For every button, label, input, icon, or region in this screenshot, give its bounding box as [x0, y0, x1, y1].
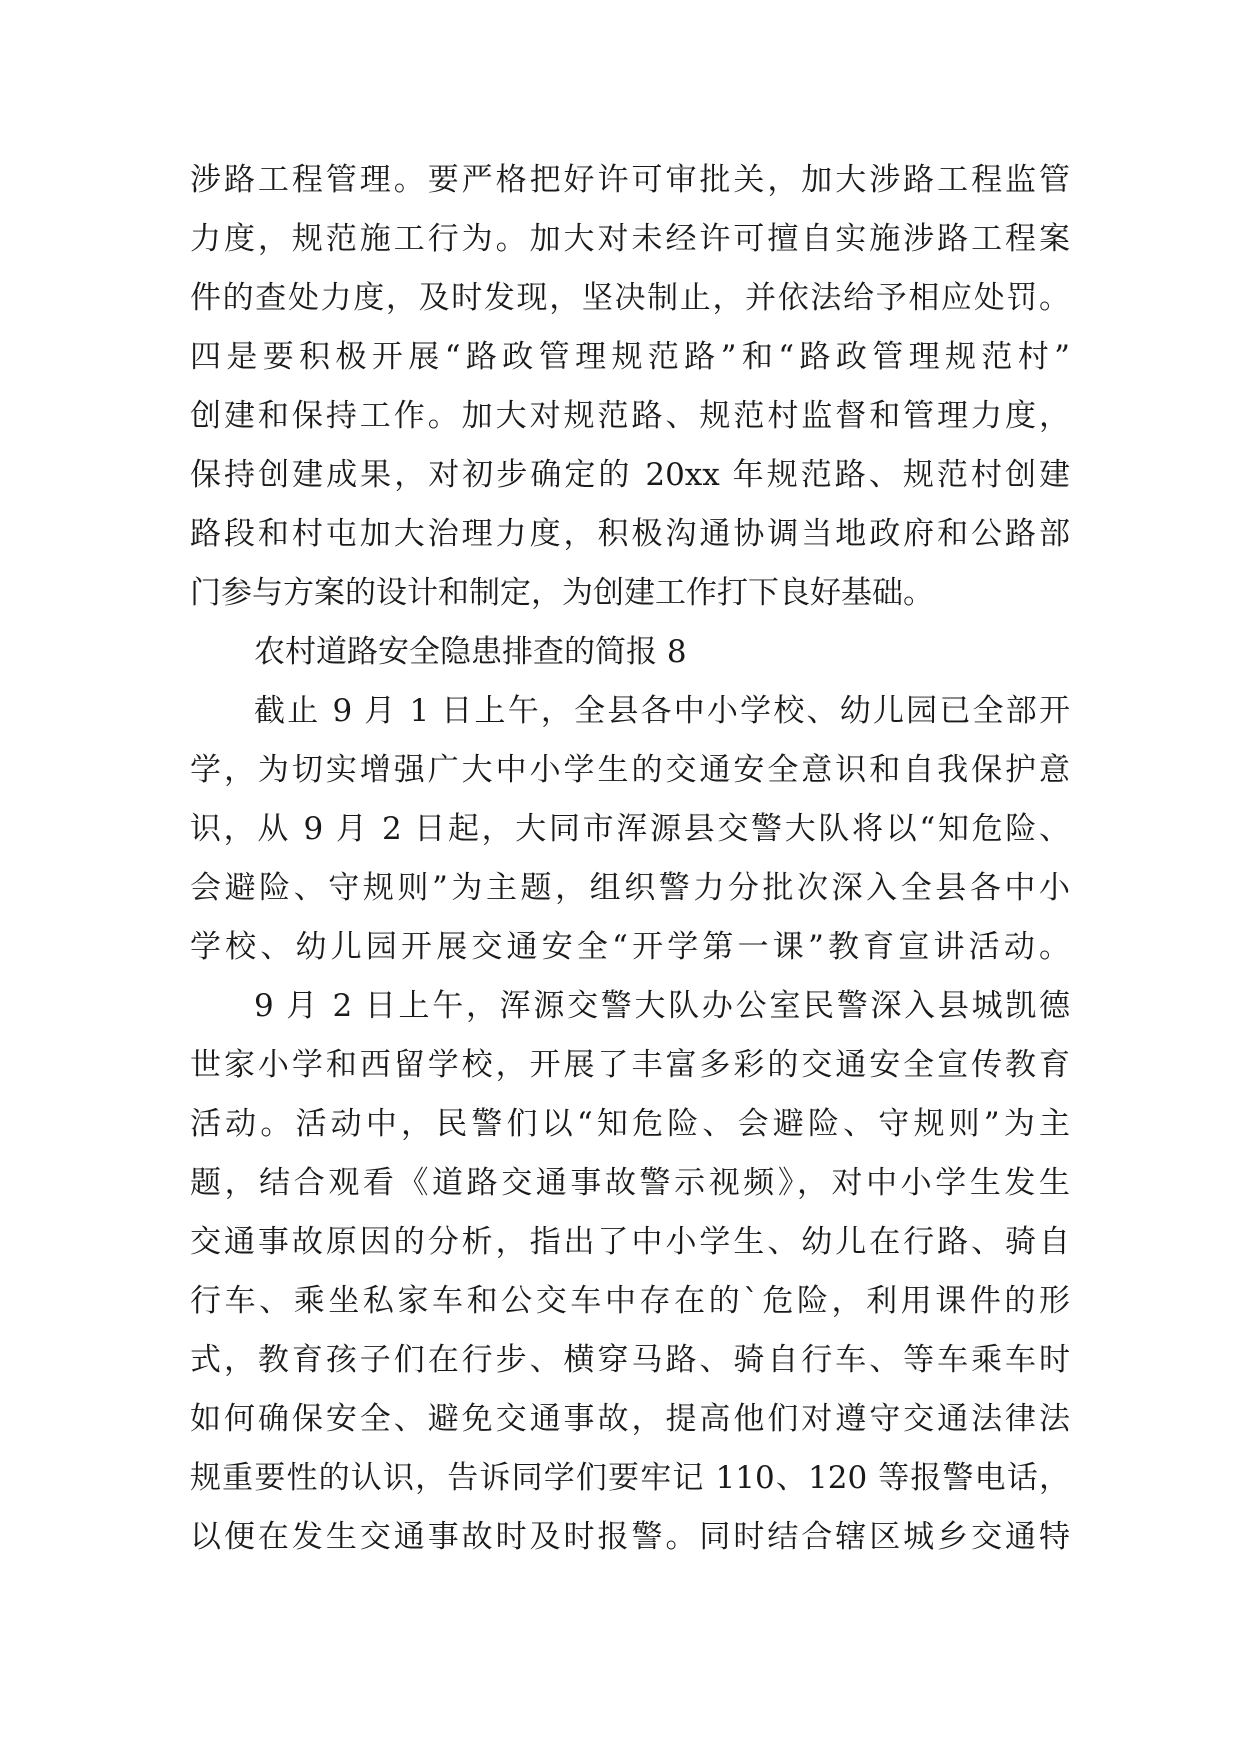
text-line: 创建和保持工作。加大对规范路、规范村监督和管理力度，	[190, 398, 1070, 434]
text-line: 门参与方案的设计和制定，为创建工作打下良好基础。	[190, 575, 934, 611]
paragraph-first-line: 9 月 2 日上午，浑源交警大队办公室民警深入县城凯德	[254, 988, 1070, 1024]
paragraph-first-line: 截止 9 月 1 日上午，全县各中小学校、幼儿园已全部开	[254, 693, 1070, 729]
text-line: 力度，规范施工行为。加大对未经许可擅自实施涉路工程案	[190, 221, 1070, 257]
text-line: 会避险、守规则”为主题，组织警力分批次深入全县各中小	[190, 870, 1070, 906]
text-line: 式，教育孩子们在行步、横穿马路、骑自行车、等车乘车时	[190, 1342, 1070, 1378]
text-line: 识，从 9 月 2 日起，大同市浑源县交警大队将以“知危险、	[190, 811, 1070, 847]
text-line: 路段和村屯加大治理力度，积极沟通协调当地政府和公路部	[190, 516, 1070, 552]
text-line: 世家小学和西留学校，开展了丰富多彩的交通安全宣传教育	[190, 1047, 1070, 1083]
text-line: 保持创建成果，对初步确定的 20xx 年规范路、规范村创建	[190, 457, 1070, 493]
text-line: 交通事故原因的分析，指出了中小学生、幼儿在行路、骑自	[190, 1224, 1070, 1260]
text-line: 四是要积极开展“路政管理规范路”和“路政管理规范村”	[190, 339, 1070, 375]
text-line: 规重要性的认识，告诉同学们要牢记 110、120 等报警电话，	[190, 1460, 1070, 1496]
text-line: 件的查处力度，及时发现，坚决制止，并依法给予相应处罚。	[190, 280, 1070, 316]
text-line: 如何确保安全、避免交通事故，提高他们对遵守交通法律法	[190, 1401, 1070, 1437]
text-line: 活动。活动中，民警们以“知危险、会避险、守规则”为主	[190, 1106, 1070, 1142]
text-line: 题，结合观看《道路交通事故警示视频》，对中小学生发生	[190, 1165, 1070, 1201]
text-line: 行车、乘坐私家车和公交车中存在的`危险，利用课件的形	[190, 1283, 1070, 1319]
text-line: 学，为切实增强广大中小学生的交通安全意识和自我保护意	[190, 752, 1070, 788]
text-line: 学校、幼儿园开展交通安全“开学第一课”教育宣讲活动。	[190, 929, 1070, 965]
text-line: 以便在发生交通事故时及时报警。同时结合辖区城乡交通特	[190, 1519, 1070, 1555]
section-heading: 农村道路安全隐患排查的简报 8	[254, 634, 687, 670]
text-line: 涉路工程管理。要严格把好许可审批关，加大涉路工程监管	[190, 162, 1070, 198]
